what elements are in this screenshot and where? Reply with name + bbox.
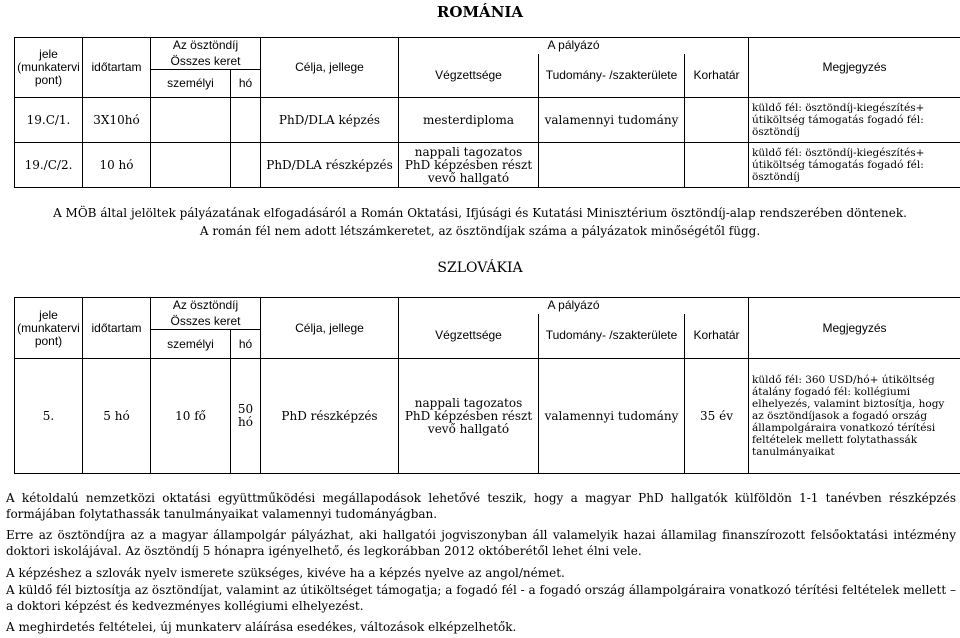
szlovakia-paragraph-3: A képzéshez a szlovák nyelv ismerete szükséges, kivéve ha a képzés nyelve az angol/német. [6, 566, 565, 580]
header-jele: jele (munkatervi pont) [15, 298, 83, 359]
header-tudomany: Tudomány- /szakterülete [539, 314, 685, 359]
cell-jele: 19.C/1. [15, 98, 83, 143]
section-title-szlovakia: SZLOVÁKIA [437, 260, 523, 276]
header-osszes-keret: Összes keret [151, 314, 261, 330]
cell-jele: 5. [15, 359, 83, 474]
cell-celja: PhD/DLA részképzés [261, 143, 399, 188]
cell-idotartam: 3X10hó [83, 98, 151, 143]
header-palyazo: A pályázó [399, 298, 749, 314]
header-korhatar: Korhatár [685, 54, 749, 98]
cell-ho [231, 143, 261, 188]
section-title-romania: ROMÁNIA [436, 3, 524, 21]
header-szemelyi: személyi [151, 70, 231, 98]
header-vegzettsege: Végzettsége [399, 314, 539, 359]
header-palyazo: A pályázó [399, 38, 749, 54]
cell-vegzettsege: nappali tagozatos PhD képzésben részt vevő hallgató [399, 143, 539, 188]
header-osztondij: Az ösztöndíj [151, 298, 261, 314]
header-osszes-keret: Összes keret [151, 54, 261, 70]
romania-paragraph-2: A román fél nem adott létszámkeretet, az ösztöndíjak száma a pályázatok minőségétől függ. [199, 224, 761, 238]
cell-korhatar [685, 143, 749, 188]
szlovakia-paragraph-5: A meghirdetés feltételei, új munkaterv aláírása esedékes, változások elképzelhetők. [6, 620, 517, 634]
header-ho: hó [231, 330, 261, 359]
cell-tudomany: valamennyi tudomány [539, 98, 685, 143]
cell-szemelyi: 10 fő [151, 359, 231, 474]
header-celja: Célja, jellege [261, 38, 399, 98]
table-row [15, 98, 960, 143]
header-idotartam: időtartam [83, 38, 151, 98]
romania-paragraph-1: A MÖB által jelöltek pályázatának elfogadásáról a Román Oktatási, Ifjúsági és Kutatási Minisztérium ösztöndíj-alap rendszerében döntenek. [53, 206, 907, 220]
cell-megjegyzes: küldő fél: 360 USD/hó+ útiköltség átalány fogadó fél: kollégiumi elhelyezés, valamint biztosítja, hogy az ösztöndíjasok a fogadó ország állampolgáraira vonatkozó térítési feltételek mellett folytathassák tanulmányaikat [749, 359, 960, 474]
cell-idotartam: 5 hó [83, 359, 151, 474]
header-szemelyi: személyi [151, 330, 231, 359]
cell-megjegyzes: küldő fél: ösztöndíj-kiegészítés+ útiköltség támogatás fogadó fél: ösztöndíj [749, 98, 960, 143]
szlovakia-table [14, 297, 960, 474]
cell-celja: PhD/DLA képzés [261, 98, 399, 143]
cell-ho [231, 98, 261, 143]
header-celja: Célja, jellege [261, 298, 399, 359]
header-ho: hó [231, 70, 261, 98]
cell-tudomany: valamennyi tudomány [539, 359, 685, 474]
cell-tudomany [539, 143, 685, 188]
header-tudomany: Tudomány- /szakterülete [539, 54, 685, 98]
cell-jele: 19./C/2. [15, 143, 83, 188]
cell-vegzettsege: nappali tagozatos PhD képzésben részt vevő hallgató [399, 359, 539, 474]
header-jele: jele (munkatervi pont) [15, 38, 83, 98]
szlovakia-paragraph-2: Erre az ösztöndíjra az a magyar állampolgár pályázhat, aki hallgatói jogviszonyban áll valamelyik hazai államilag finanszírozott felsőoktatási intézmény doktori iskolájával. Az ösztöndíj 5 hónapra igényelhető, és legkorábban 2012 októberétől lehet élni vele. [6, 528, 956, 558]
table-row [15, 143, 960, 188]
cell-korhatar [685, 98, 749, 143]
cell-celja: PhD részképzés [261, 359, 399, 474]
cell-korhatar: 35 év [685, 359, 749, 474]
header-idotartam: időtartam [83, 298, 151, 359]
cell-idotartam: 10 hó [83, 143, 151, 188]
romania-table [14, 37, 960, 188]
cell-ho: 50 hó [231, 359, 261, 474]
cell-szemelyi [151, 98, 231, 143]
header-osztondij: Az ösztöndíj [151, 38, 261, 54]
header-megjegyzes: Megjegyzés [749, 38, 960, 98]
cell-vegzettsege: mesterdiploma [399, 98, 539, 143]
cell-megjegyzes: küldő fél: ösztöndíj-kiegészítés+ útiköltség támogatás fogadó fél: ösztöndíj [749, 143, 960, 188]
table-row [15, 359, 960, 474]
header-korhatar: Korhatár [685, 314, 749, 359]
header-vegzettsege: Végzettsége [399, 54, 539, 98]
szlovakia-paragraph-4: A küldő fél biztosítja az ösztöndíjat, valamint az útiköltséget támogatja; a fogadó fél - a fogadó ország állampolgáraira vonatkozó térítési feltételek mellett – a doktori képzést és kedvezményes kollégiumi elhelyezést. [6, 583, 956, 613]
szlovakia-paragraph-1: A kétoldalú nemzetközi oktatási együttműködési megállapodások lehetővé teszik, hogy a magyar PhD hallgatók külföldön 1-1 tanévben részképzés formájában folytathassák tanulmányaikat valamennyi tudományágban. [6, 491, 956, 521]
header-megjegyzes: Megjegyzés [749, 298, 960, 359]
cell-szemelyi [151, 143, 231, 188]
